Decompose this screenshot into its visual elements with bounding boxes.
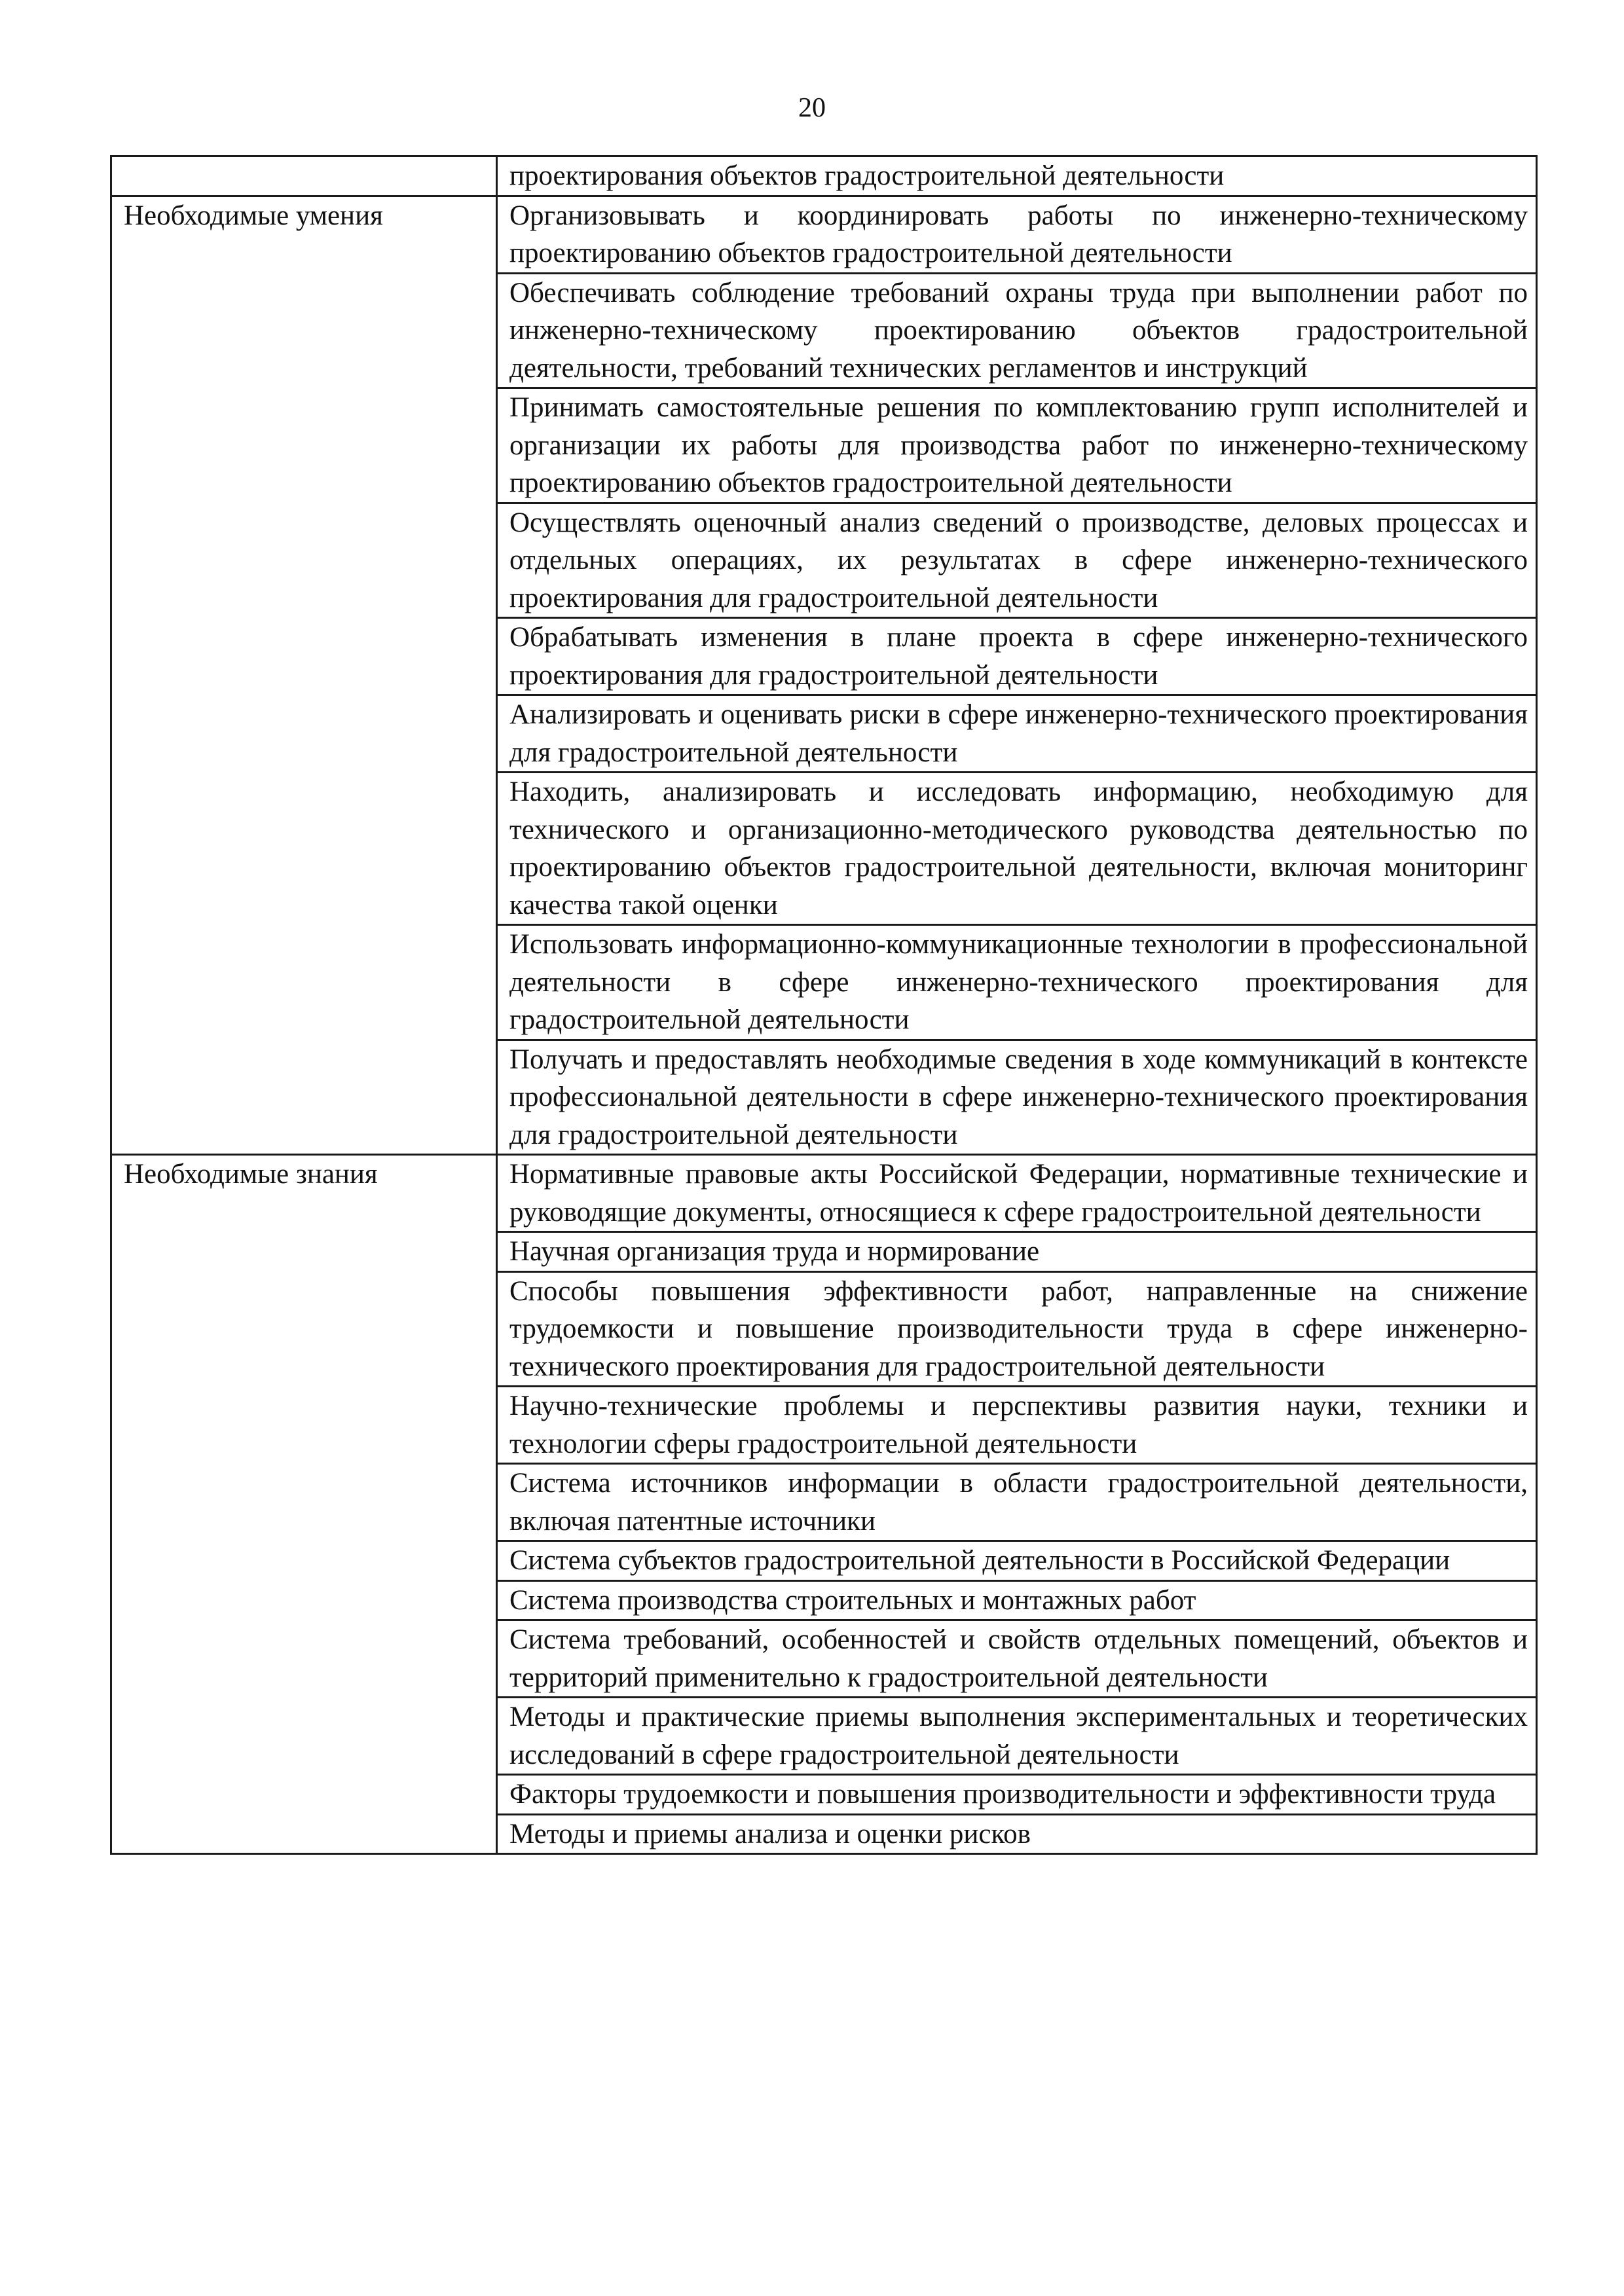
requirements-table xyxy=(110,155,1538,1855)
knowledge-item: Нормативные правовые акты Российской Федерации, нормативные технические и руководящие документы, относящиеся к сфере градостроительной деятельности xyxy=(497,1155,1537,1232)
skill-item: Анализировать и оценивать риски в сфере инженерно-технического проектирования для градостроительной деятельности xyxy=(497,695,1537,773)
empty-label-cell xyxy=(111,156,497,196)
table-row xyxy=(111,156,1537,196)
knowledge-item: Научно-технические проблемы и перспективы развития науки, техники и технологии сферы градостроительной деятельности xyxy=(497,1387,1537,1464)
skill-item: Организовывать и координировать работы по инженерно-техническому проектированию объектов градостроительной деятельности xyxy=(497,196,1537,273)
skill-item: Получать и предоставлять необходимые сведения в ходе коммуникаций в контексте профессиональной деятельности в сфере инженерно-технического проектирования для градостроительной деятельности xyxy=(497,1040,1537,1155)
knowledge-item: Научная организация труда и нормирование xyxy=(497,1232,1537,1272)
knowledge-item: Система производства строительных и монтажных работ xyxy=(497,1580,1537,1620)
knowledge-item: Система источников информации в области градостроительной деятельности, включая патентные источники xyxy=(497,1464,1537,1541)
skill-item: Осуществлять оценочный анализ сведений о производстве, деловых процессах и отдельных операциях, их результатах в сфере инженерно-технического проектирования для градостроительной деятельности xyxy=(497,503,1537,618)
knowledge-item: Способы повышения эффективности работ, направленные на снижение трудоемкости и повышение производительности труда в сфере инженерно-технического проектирования для градостроительной деятельности xyxy=(497,1271,1537,1387)
knowledge-item: Система субъектов градостроительной деятельности в Российской Федерации xyxy=(497,1541,1537,1581)
page-number: 20 xyxy=(798,93,826,123)
knowledge-item: Факторы трудоемкости и повышения производительности и эффективности труда xyxy=(497,1775,1537,1815)
skill-item: Обеспечивать соблюдение требований охраны труда при выполнении работ по инженерно-техническому проектированию объектов градостроительной деятельности, требований технических регламентов и инструкций xyxy=(497,273,1537,388)
skills-label: Необходимые умения xyxy=(111,196,497,1155)
table-row xyxy=(111,1155,1537,1232)
knowledge-item: Методы и практические приемы выполнения экспериментальных и теоретических исследований в сфере градостроительной деятельности xyxy=(497,1698,1537,1775)
knowledge-item: Методы и приемы анализа и оценки рисков xyxy=(497,1814,1537,1854)
skill-item: Находить, анализировать и исследовать информацию, необходимую для технического и организационно-методического руководства деятельностью по проектированию объектов градостроительной деятельности, включая мониторинг качества такой оценки xyxy=(497,773,1537,925)
skill-item: Обрабатывать изменения в плане проекта в сфере инженерно-технического проектирования для градостроительной деятельности xyxy=(497,618,1537,695)
knowledge-item: Система требований, особенностей и свойств отдельных помещений, объектов и территорий применительно к градостроительной деятельности xyxy=(497,1620,1537,1698)
skill-item: Принимать самостоятельные решения по комплектованию групп исполнителей и организации их работы для производства работ по инженерно-техническому проектированию объектов градостроительной деятельности xyxy=(497,388,1537,503)
skill-item: Использовать информационно-коммуникационные технологии в профессиональной деятельности в сфере инженерно-технического проектирования для градостроительной деятельности xyxy=(497,925,1537,1040)
table-row xyxy=(111,196,1537,273)
continuation-text: проектирования объектов градостроительной деятельности xyxy=(497,156,1537,196)
knowledge-label: Необходимые знания xyxy=(111,1155,497,1854)
